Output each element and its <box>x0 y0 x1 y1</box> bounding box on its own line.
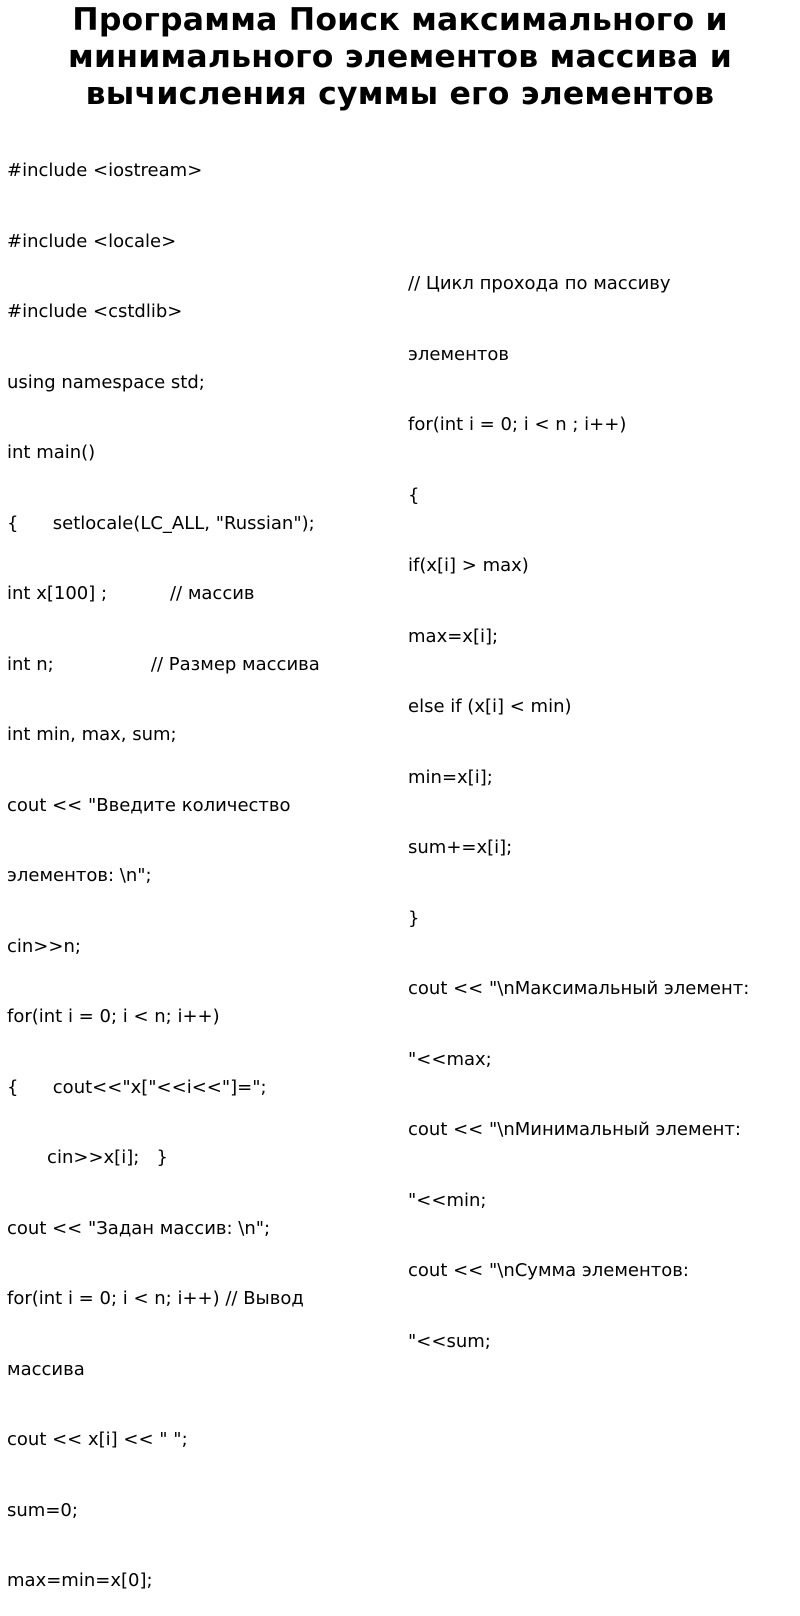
code-line: if(x[i] > max) <box>408 555 529 576</box>
code-line: массива <box>7 1358 85 1380</box>
code-line: cout << "Введите количество <box>7 794 291 816</box>
code-line: min=x[i]; <box>408 766 493 788</box>
code-line: // Цикл прохода по массиву <box>408 273 671 294</box>
right-code-block <box>408 225 800 1377</box>
code-line: cin>>n; <box>7 935 81 957</box>
code-line: sum=0; <box>7 1499 78 1521</box>
code-line: for(int i = 0; i < n; i++) // Вывод <box>7 1288 304 1309</box>
title-line-3: вычисления суммы его элементов <box>85 76 715 112</box>
code-line: for(int i = 0; i < n; i++) <box>7 1006 220 1027</box>
code-line: using namespace std; <box>7 371 205 393</box>
code-line: #include <iostream> <box>7 160 203 181</box>
code-line: max=x[i]; <box>408 625 499 647</box>
code-line: max=min=x[0]; <box>7 1570 153 1591</box>
code-line: cout << "\nСумма элементов: <box>408 1260 689 1281</box>
code-line: int main() <box>7 442 96 463</box>
code-line: { setlocale(LC_ALL, "Russian"); <box>7 512 315 534</box>
code-line: int n; // Размер массива <box>7 653 320 675</box>
code-line: sum+=x[i]; <box>408 837 513 858</box>
code-line: cout << "\nМинимальный элемент: <box>408 1119 741 1140</box>
title-line-2: минимального элементов массива и <box>68 39 732 75</box>
title-line-1: Программа Поиск максимального и <box>72 2 728 38</box>
code-line: else if (x[i] < min) <box>408 696 572 717</box>
left-code-block <box>7 112 402 1616</box>
code-line: элементов: \n"; <box>7 865 152 886</box>
code-line: } <box>408 907 420 929</box>
code-line: { cout<<"x["<<i<<"]="; <box>7 1076 267 1098</box>
code-line: int min, max, sum; <box>7 724 177 745</box>
code-line: for(int i = 0; i < n ; i++) <box>408 414 627 435</box>
code-line: элементов <box>408 343 509 365</box>
code-line: { <box>408 484 420 506</box>
code-line: #include <locale> <box>7 230 177 252</box>
code-line: cout << "\nМаксимальный элемент: <box>408 978 750 999</box>
code-line: "<<min; <box>408 1189 487 1211</box>
code-line: cout << x[i] << " "; <box>7 1429 188 1450</box>
code-line: int x[100] ; // массив <box>7 583 255 604</box>
code-line: cout << "Задан массив: \n"; <box>7 1217 271 1239</box>
code-line: "<<sum; <box>408 1330 491 1352</box>
code-line: cin>>x[i]; } <box>7 1147 168 1168</box>
code-line: "<<max; <box>408 1048 492 1070</box>
code-line: #include <cstdlib> <box>7 301 183 322</box>
slide-title <box>0 2 800 113</box>
